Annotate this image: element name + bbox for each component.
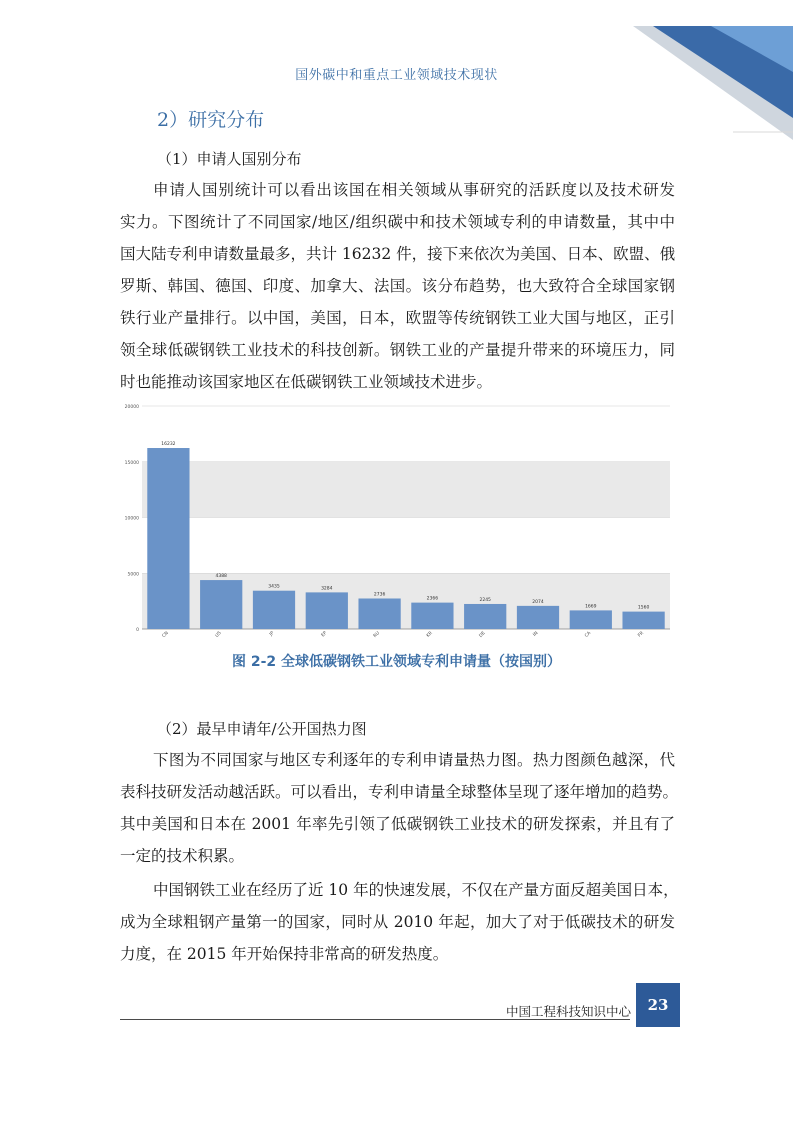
text-line: 中国钢铁工业在经历了近 10 年的快速发展，不仅在产量方面反超美国日本， [153, 881, 679, 899]
x-tick-label: IN [532, 630, 540, 638]
text-line: 铁行业产量排行。以中国，美国，日本，欧盟等传统钢铁工业大国与地区，正引 [120, 309, 675, 327]
text-line: 时也能推动该国家地区在低碳钢铁工业领域技术进步。 [120, 373, 493, 391]
x-tick-label: CN [161, 630, 170, 640]
text-line: 罗斯、韩国、德国、印度、加拿大、法国。该分布趋势，也大致符合全球国家钢 [120, 277, 675, 295]
text-line: 国大陆专利申请数量最多，共计 16232 件，接下来依次为美国、日本、欧盟、俄 [120, 245, 676, 263]
patent-bar-chart [120, 401, 675, 641]
bar-value-label: 16232 [161, 442, 176, 448]
y-tick-label: 0 [136, 628, 139, 633]
chart-svg [120, 401, 675, 641]
text-line: 申请人国别统计可以看出该国在相关领域从事研究的活跃度以及技术研发 [153, 181, 675, 199]
bar [200, 580, 242, 629]
bar-value-label: 2366 [426, 596, 439, 602]
grid-band [142, 462, 670, 518]
text-line: 成为全球粗钢产量第一的国家，同时从 2010 年起，加大了对于低碳技术的研发 [120, 913, 675, 931]
bar [147, 448, 189, 629]
bar [464, 604, 506, 629]
text-line: 表科技研发活动越活跃。可以看出，专利申请量全球整体呈现了逐年增加的趋势。 [120, 783, 679, 801]
text-line: 力度，在 2015 年开始保持非常高的研发热度。 [120, 945, 449, 963]
bar-value-label: 1669 [585, 604, 597, 610]
bar [517, 606, 559, 629]
text-line: 领全球低碳钢铁工业技术的科技创新。钢铁工业的产量提升带来的环境压力，同 [120, 341, 675, 359]
bar [570, 610, 612, 629]
bar [253, 591, 295, 629]
y-tick-label: 10000 [124, 516, 139, 522]
y-tick-label: 20000 [124, 405, 139, 410]
section-title: 2）研究分布 [157, 109, 265, 131]
x-tick-label: US [214, 630, 223, 639]
bar-value-label: 2074 [532, 599, 544, 605]
bar [622, 612, 664, 629]
bar [358, 598, 400, 629]
x-tick-label: FR [637, 630, 646, 639]
text-line: 实力。下图统计了不同国家/地区/组织碳中和技术领域专利的申请数量，其中中 [120, 213, 675, 231]
x-tick-label: RU [372, 630, 382, 639]
subsection-heading-1: （1）申请人国别分布 [157, 150, 302, 168]
x-tick-label: JP [269, 630, 276, 638]
bar-value-label: 3284 [321, 586, 333, 592]
x-tick-label: DE [478, 630, 487, 639]
subsection-heading-2: （2）最早申请年/公开国热力图 [157, 720, 367, 738]
running-header: 国外碳中和重点工业领域技术现状 [295, 68, 498, 83]
bar-value-label: 4388 [215, 574, 227, 580]
paragraph-applicant-country [120, 174, 675, 398]
text-line: 下图为不同国家与地区专利逐年的专利申请量热力图。热力图颜色越深，代 [153, 751, 675, 769]
bar-value-label: 2736 [373, 592, 386, 598]
paragraph-heatmap-1 [120, 744, 679, 872]
footer-org: 中国工程科技知识中心 [506, 1004, 632, 1019]
bar [306, 592, 348, 629]
y-tick-label: 5000 [127, 572, 139, 578]
text-line: 其中美国和日本在 2001 年率先引领了低碳钢铁工业技术的研发探索，并且有了 [120, 815, 675, 833]
bar-value-label: 3435 [268, 584, 280, 590]
figure-caption: 图 2-2 全球低碳钢铁工业领域专利申请量（按国别） [231, 654, 562, 670]
footer-rule [120, 1019, 630, 1020]
y-tick-label: 15000 [124, 460, 139, 466]
page-number: 23 [636, 983, 680, 1027]
paragraph-heatmap-2 [120, 874, 679, 970]
bar [411, 603, 453, 629]
x-tick-label: CA [584, 630, 593, 639]
bar-value-label: 1560 [637, 605, 650, 611]
text-line: 一定的技术积累。 [120, 847, 245, 865]
bar-value-label: 2245 [479, 597, 491, 603]
x-tick-label: EP [320, 630, 329, 639]
x-tick-label: KR [425, 630, 434, 639]
